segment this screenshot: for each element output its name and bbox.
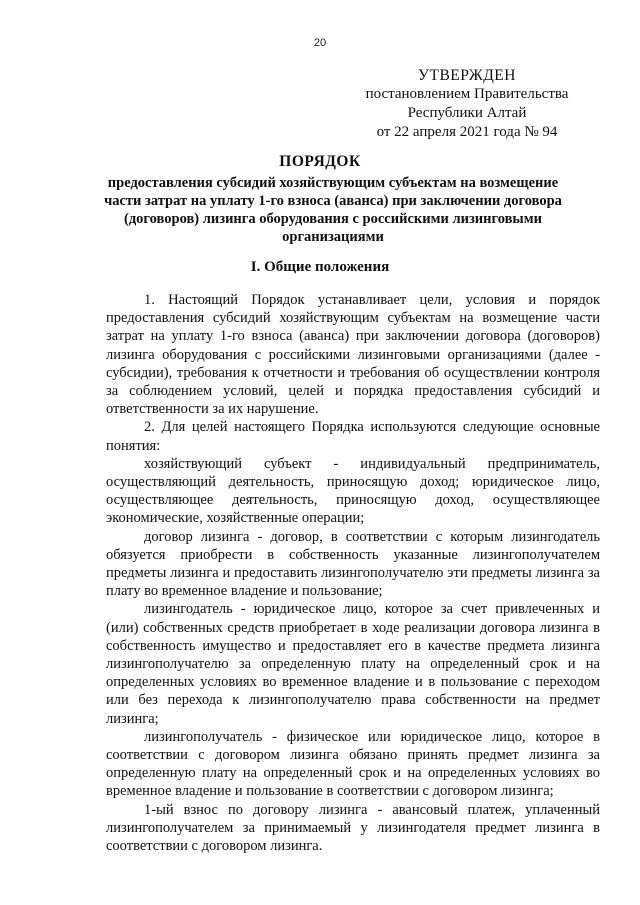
paragraph-1: 1. Настоящий Порядок устанавливает цели, условия и порядок предоставления субсидий хозяйствующим субъектам на возмещение части затрат на уплату 1-го взноса (аванса) при заключении договора (договоров) лизинга оборудования с российскими лизинговыми организациями (далее - субсидии), требования к отчетности и требования об осуществлении контроля за соблюдением условий, целей и порядка предоставления субсидий и ответственности за их нарушение. [106, 292, 600, 418]
definition-leasing-agreement: договор лизинга - договор, в соответствии с которым лизингодатель обязуется приобрести в собственность указанные лизингополучателем предметы лизинга и предоставить лизингополучателю эти предметы лизинга за плату во временное владение и пользование; [106, 528, 600, 600]
approval-block [352, 66, 582, 142]
approval-date: от 22 апреля 2021 года № 94 [376, 124, 558, 140]
approval-region: Республики Алтай [407, 105, 527, 121]
definition-economic-entity: хозяйствующий субъект - индивидуальный предприниматель, осуществляющий деятельность, приносящую доход; юридическое лицо, осуществляющее деятельность, приносящую доход, осуществляющее экономические, хозяйственные операции; [106, 455, 600, 527]
page-number: 20 [313, 37, 327, 49]
section-heading: I. Общие положения [250, 259, 390, 275]
paragraph-2: 2. Для целей настоящего Порядка используются следующие основные понятия: [106, 419, 600, 454]
approval-title: УТВЕРЖДЕН [418, 67, 516, 84]
document-subtitle: предоставления субсидий хозяйствующим субъектам на возмещение части затрат на уплату 1-го взноса (аванса) при заключении договора (договоров) лизинга оборудования с российскими лизинговыми организациями [104, 175, 562, 245]
section-body [106, 291, 600, 855]
definition-first-payment: 1-ый взнос по договору лизинга - авансовый платеж, уплаченный лизингополучателем за принимаемый у лизингодателя предмет лизинга в соответствии с договором лизинга. [106, 801, 600, 855]
definition-lessee: лизингополучатель - физическое или юридическое лицо, которое в соответствии с договором лизинга обязано принять предмет лизинга за определенную плату на определенный срок и на определенных условиях во временное владение и пользование в соответствии с договором лизинга; [106, 728, 600, 800]
document-title: ПОРЯДОК [279, 153, 361, 170]
approval-authority: постановлением Правительства [365, 86, 569, 102]
definition-lessor: лизингодатель - юридическое лицо, которое за счет привлеченных и (или) собственных средств приобретает в ходе реализации договора лизинга в собственность имущество и предоставляет его в качестве предмета лизинга лизингополучателю за определенную плату на определенный срок и на определенных условиях во временное владение и в пользование с переходом или без перехода к лизингополучателю права собственности на предмет лизинга; [106, 601, 600, 727]
